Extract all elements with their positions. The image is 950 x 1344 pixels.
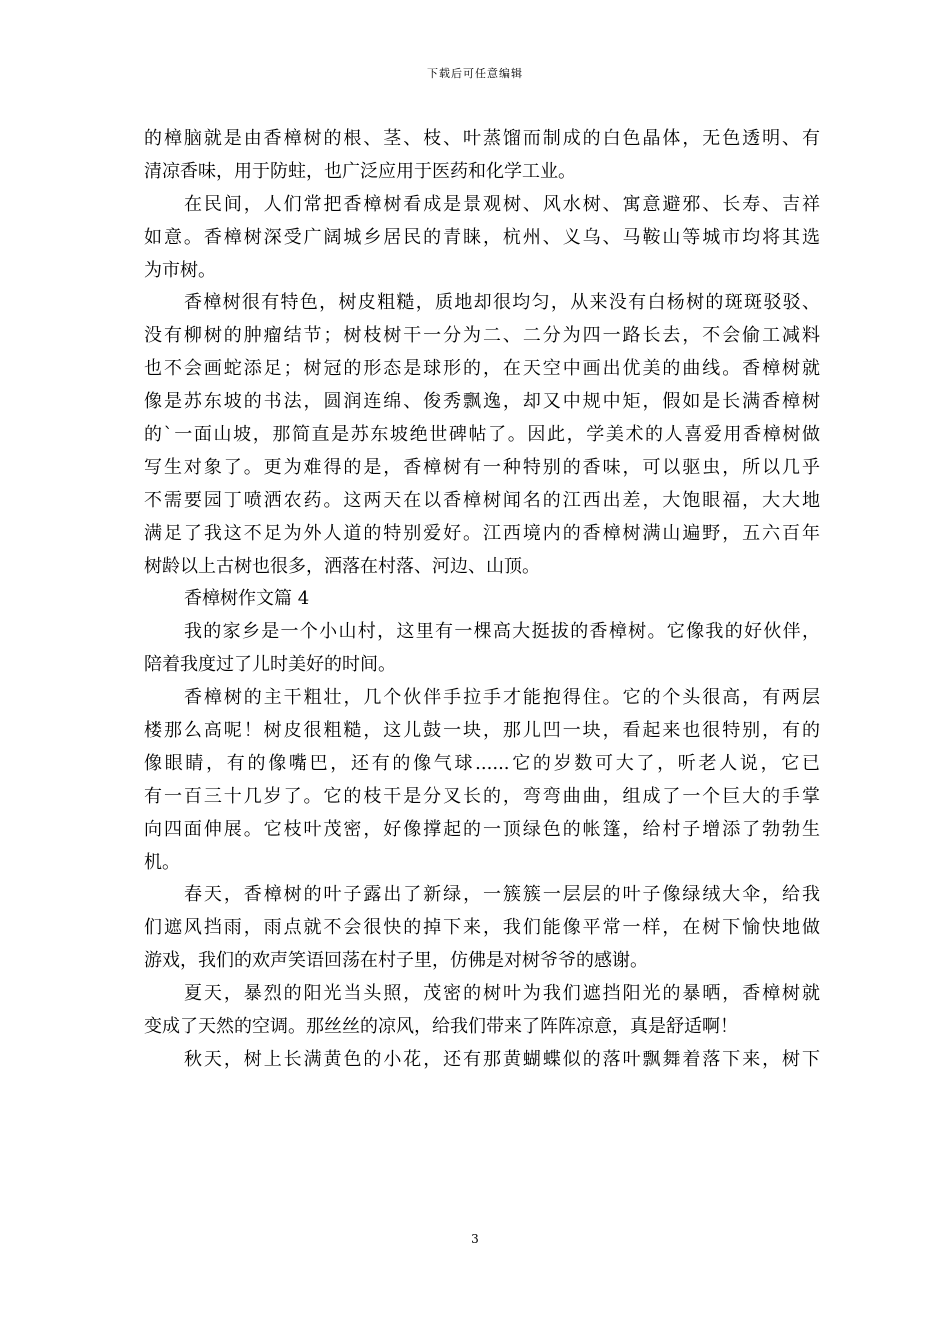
text-line: 游戏，我们的欢声笑语回荡在村子里，仿佛是对树爷爷的感谢。 bbox=[144, 950, 648, 972]
text-line: 香樟树很有特色，树皮粗糙，质地却很均匀，从来没有白杨树的斑斑驳驳、 bbox=[184, 292, 820, 314]
text-line: 变成了天然的空调。那丝丝的凉风，给我们带来了阵阵凉意，真是舒适啊！ bbox=[144, 1016, 738, 1038]
text-line: 陪着我度过了儿时美好的时间。 bbox=[144, 654, 396, 676]
text-line: 机。 bbox=[144, 851, 180, 873]
text-line: 我的家乡是一个小山村，这里有一棵高大挺拔的香樟树。它像我的好伙伴， bbox=[184, 621, 820, 643]
text-line: 有一百三十几岁了。它的枝干是分叉长的，弯弯曲曲，组成了一个巨大的手掌 bbox=[144, 785, 820, 807]
text-line: 们遮风挡雨，雨点就不会很快的掉下来，我们能像平常一样，在树下愉快地做 bbox=[144, 917, 820, 939]
text-line: 向四面伸展。它枝叶茂密，好像撑起的一顶绿色的帐篷，给村子增添了勃勃生 bbox=[144, 818, 820, 840]
text-line: 如意。香樟树深受广阔城乡居民的青睐，杭州、义乌、马鞍山等城市均将其选 bbox=[144, 226, 820, 248]
text-line: 树龄以上古树也很多，洒落在村落、河边、山顶。 bbox=[144, 555, 540, 577]
page-number: 3 bbox=[471, 1232, 479, 1246]
document-body bbox=[144, 123, 820, 1077]
text-line: 清凉香味，用于防蛀，也广泛应用于医药和化学工业。 bbox=[144, 160, 576, 182]
text-line: 不需要园丁喷洒农药。这两天在以香樟树闻名的江西出差，大饱眼福，大大地 bbox=[144, 489, 820, 511]
text-line: 为市树。 bbox=[144, 259, 216, 281]
text-line: 的樟脑就是由香樟树的根、茎、枝、叶蒸馏而制成的白色晶体，无色透明、有 bbox=[144, 128, 820, 149]
text-line: 楼那么高呢！树皮很粗糙，这儿鼓一块，那儿凹一块，看起来也很特别，有的 bbox=[144, 720, 820, 742]
text-line: 像是苏东坡的书法，圆润连绵、俊秀飘逸，却又中规中矩，假如是长满香樟树 bbox=[144, 391, 820, 413]
text-line: 像眼睛，有的像嘴巴，还有的像气球......它的岁数可大了，听老人说，它已 bbox=[144, 752, 820, 774]
text-line: 写生对象了。更为难得的是，香樟树有一种特别的香味，可以驱虫，所以几乎 bbox=[144, 456, 820, 478]
text-line: 也不会画蛇添足；树冠的形态是球形的，在天空中画出优美的曲线。香樟树就 bbox=[144, 358, 820, 380]
text-line: 没有柳树的肿瘤结节；树枝树干一分为二、二分为四一路长去，不会偷工减料 bbox=[144, 325, 820, 347]
page-header: 下载后可任意编辑 bbox=[427, 67, 523, 80]
text-line: 在民间，人们常把香樟树看成是景观树、风水树、寓意避邪、长寿、吉祥 bbox=[184, 193, 820, 215]
text-line: 夏天，暴烈的阳光当头照，茂密的树叶为我们遮挡阳光的暴晒，香樟树就 bbox=[184, 983, 820, 1005]
text-line: 春天，香樟树的叶子露出了新绿，一簇簇一层层的叶子像绿绒大伞，给我 bbox=[184, 884, 820, 906]
text-line: 秋天，树上长满黄色的小花，还有那黄蝴蝶似的落叶飘舞着落下来，树下 bbox=[184, 1048, 820, 1070]
text-line: 香樟树作文篇 4 bbox=[184, 588, 310, 610]
text-line: 的`一面山坡，那简直是苏东坡绝世碑帖了。因此，学美术的人喜爱用香樟树做 bbox=[144, 424, 820, 446]
text-line: 满足了我这不足为外人道的特别爱好。江西境内的香樟树满山遍野，五六百年 bbox=[144, 522, 820, 544]
text-line: 香樟树的主干粗壮，几个伙伴手拉手才能抱得住。它的个头很高，有两层 bbox=[184, 687, 820, 709]
